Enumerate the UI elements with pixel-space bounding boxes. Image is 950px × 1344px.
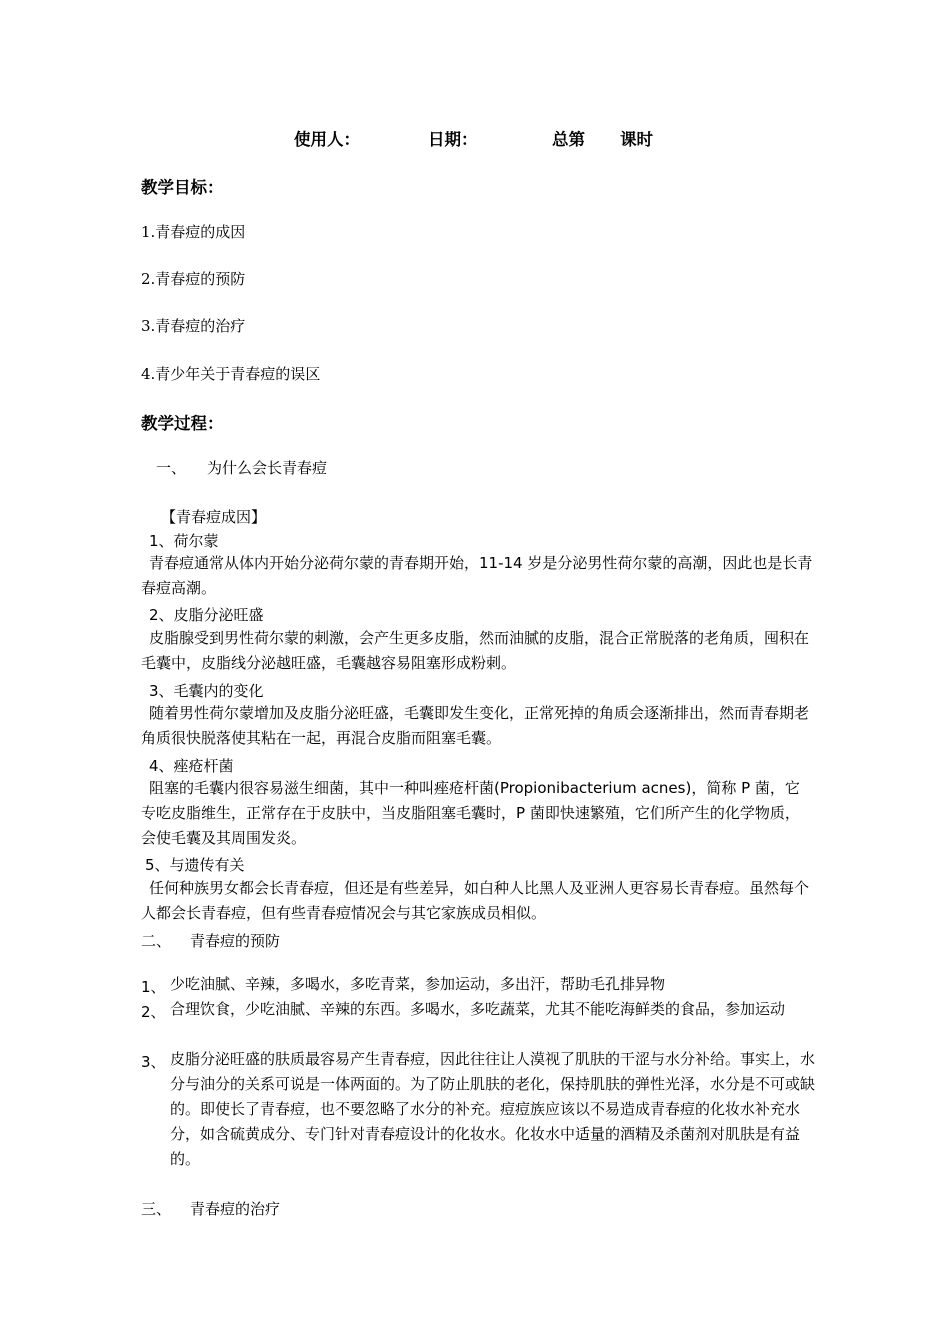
cause3-text: 随着男性荷尔蒙增加及皮脂分泌旺盛，毛囊即发生变化，正常死掉的角质会逐渐排出，然而青春期老角质很快脱落使其粘在一起，再混合皮脂而阻塞毛囊。: [141, 704, 810, 747]
section3-title: 青春痘的治疗: [190, 1200, 281, 1218]
cause2-title: 2、皮脂分泌旺盛: [149, 606, 264, 624]
total-label: 总第: [552, 130, 585, 149]
prevention-number: 3、: [141, 1053, 166, 1071]
date-label: 日期：: [428, 130, 478, 149]
lesson-label: 课时: [620, 130, 653, 149]
prevention-number: 1、: [141, 978, 166, 996]
section2-title: 青春痘的预防: [190, 932, 281, 950]
prevention-number: 2、: [141, 1003, 166, 1021]
section2-number: 二、: [141, 932, 172, 950]
cause1-text: 青春痘通常从体内开始分泌荷尔蒙的青春期开始，11-14 岁是分泌男性荷尔蒙的高潮，因此也是长青春痘高潮。: [141, 554, 813, 597]
cause4-title: 4、痤疮杆菌: [149, 757, 234, 775]
goal-item: 2.青春痘的预防: [141, 270, 246, 288]
cause1-title: 1、荷尔蒙: [149, 532, 219, 550]
cause3-title: 3、毛囊内的变化: [149, 682, 264, 700]
user-label: 使用人：: [294, 130, 360, 149]
goals-title: 教学目标：: [141, 178, 224, 197]
section1-title: 为什么会长青春痘: [207, 459, 328, 477]
goal-item: 4.青少年关于青春痘的误区: [141, 365, 321, 383]
section1-number: 一、: [156, 459, 187, 477]
cause5-text: 任何种族男女都会长青春痘，但还是有些差异，如白种人比黑人及亚洲人更容易长青春痘。虽然每个人都会长青春痘，但有些青春痘情况会与其它家族成员相似。: [141, 879, 810, 922]
cause2-text: 皮脂腺受到男性荷尔蒙的刺激，会产生更多皮脂，然而油腻的皮脂，混合正常脱落的老角质，囤积在毛囊中，皮脂线分泌越旺盛，毛囊越容易阻塞形成粉刺。: [141, 629, 810, 672]
section3-number: 三、: [141, 1200, 172, 1218]
cause4-text: 阻塞的毛囊内很容易滋生细菌，其中一种叫痤疮杆菌(Propionibacterium acnes)，简称 P 菌，它专吃皮脂维生，正常存在于皮肤中，当皮脂阻塞毛囊时，P 菌即快速繁殖，它们所产生的化学物质，会使毛囊及其周围发炎。: [141, 779, 800, 847]
process-title: 教学过程：: [141, 414, 224, 433]
causes-title: 【青春痘成因】: [161, 508, 267, 526]
prevention-text: 合理饮食，少吃油腻、辛辣的东西。多喝水，多吃蔬菜，尤其不能吃海鲜类的食品，参加运动: [170, 1000, 786, 1018]
goal-item: 1.青春痘的成因: [141, 223, 246, 241]
prevention-text: 皮脂分泌旺盛的肤质最容易产生青春痘，因此往往让人漠视了肌肤的干涩与水分补给。事实上，水分与油分的关系可说是一体两面的。为了防止肌肤的老化，保持肌肤的弹性光泽，水分是不可或缺的。即使长了青春痘，也不要忽略了水分的补充。痘痘族应该以不易造成青春痘的化妆水补充水分，如含硫黄成分、专门针对青春痘设计的化妆水。化妆水中适量的酒精及杀菌剂对肌肤是有益的。: [170, 1050, 816, 1168]
goal-item: 3.青春痘的治疗: [141, 317, 246, 335]
cause5-title: 5、与遗传有关: [145, 856, 245, 874]
prevention-text: 少吃油腻、辛辣，多喝水，多吃青菜，参加运动，多出汗，帮助毛孔排异物: [170, 975, 666, 993]
